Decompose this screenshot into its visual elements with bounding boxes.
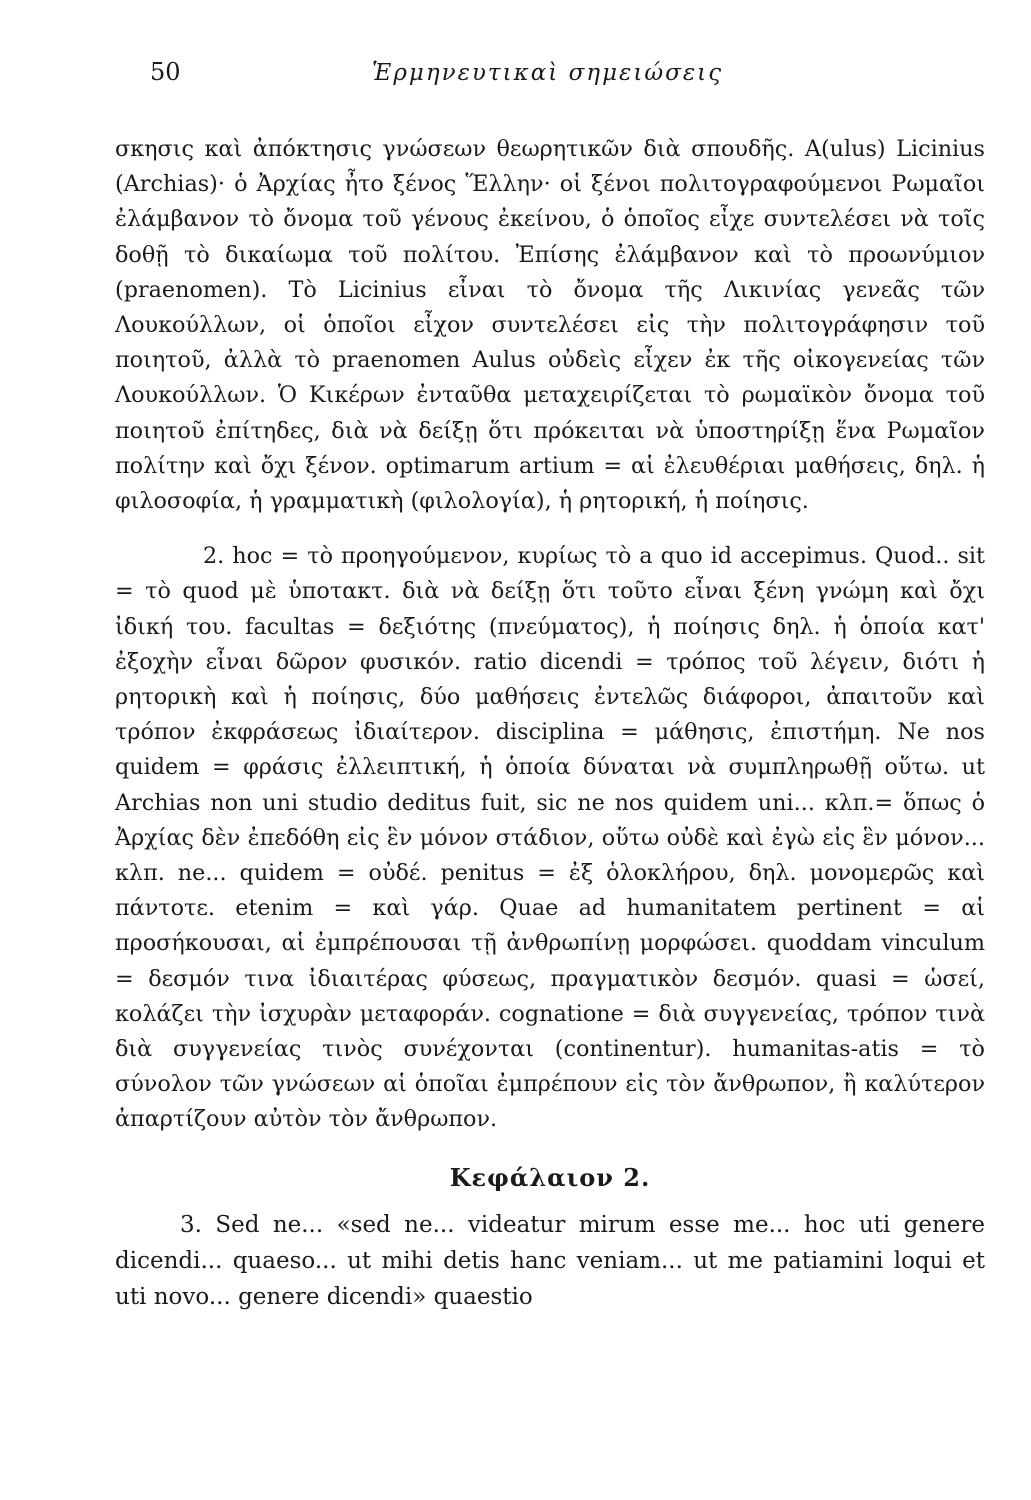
chapter-heading: Κεφάλαιον 2. [449, 1162, 651, 1192]
page-header [150, 58, 970, 98]
commentary-paragraph-2: 2. hoc = τὸ προηγούμενον, κυρίως τὸ a quo id accepimus. Quod.. sit = τὸ quod μὲ ὑποτακτ. διὰ νὰ δείξῃ ὅτι τοῦτο εἶναι ξένη γνώμη καὶ ὄχι ἰδική του. facultas = δεξιότης (πνεύματος), ἡ ποίησις δηλ. ἡ ὁποία κατ' ἐξοχὴν εἶναι δῶρον φυσικόν. ratio dicendi = τρόπος τοῦ λέγειν, διότι ἡ ρητορικὴ καὶ ἡ ποίησις, δύο μαθήσεις ἐντελῶς διάφοροι, ἀπαιτοῦν καὶ τρόπον ἐκφράσεως ἰδιαίτερον. disciplina = μάθησις, ἐπιστήμη. Ne nos quidem = φράσις ἐλλειπτική, ἡ ὁποία δύναται νὰ συμπληρωθῇ οὕτω. ut Archias non uni studio deditus fuit, sic ne nos quidem uni... κλπ.= ὅπως ὁ Ἀρχίας δὲν ἐπεδόθη εἰς ἓν μόνον στάδιον, οὕτω οὐδὲ καὶ ἐγὼ εἰς ἓν μόνον... κλπ. ne... quidem = οὐδέ. penitus = ἐξ ὁλοκλήρου, δηλ. μονομερῶς καὶ πάντοτε. etenim = καὶ γάρ. Quae ad humanitatem pertinent = αἱ προσήκουσαι, αἱ ἐμπρέπουσαι τῇ ἀνθρωπίνῃ μορφώσει. quoddam vinculum = δεσμόν τινα ἰδιαιτέρας φύσεως, πραγματικὸν δεσμόν. quasi = ὡσεί, κολάζει τὴν ἰσχυρὰν μεταφοράν. cognatione = διὰ συγγενείας, τρόπον τινὰ διὰ συγγενείας τινὸς συνέχονται (continentur). humanitas-atis = τὸ σύνολον τῶν γνώσεων αἱ ὁποῖαι ἐμπρέπουν εἰς τὸν ἄνθρωπον, ἢ καλύτερον ἀπαρτίζουν αὐτὸν τὸν ἄνθρωπον. [115, 543, 985, 1133]
commentary-paragraph-3: 3. Sed ne... «sed ne... videatur mirum esse me... hoc uti genere dicendi... quaeso... ut mihi detis hanc veniam... ut me patiamini loqui et uti novo... genere dicendi» quaestio [115, 1211, 985, 1310]
page-body [115, 132, 985, 1315]
page-number: 50 [150, 58, 181, 86]
commentary-paragraph-1: σκησις καὶ ἀπόκτησις γνώσεων θεωρητικῶν διὰ σπουδῆς. A(ulus) Licinius (Archias)· ὁ Ἀρχίας ἦτο ξένος Ἕλλην· οἱ ξένοι πολιτογραφούμενοι Ρωμαῖοι ἐλάμβανον τὸ ὄνομα τοῦ γένους ἐκείνου, ὁ ὁποῖος εἶχε συντελέσει νὰ τοῖς δοθῇ τὸ δικαίωμα τοῦ πολίτου. Ἐπίσης ἐλάμβανον καὶ τὸ προωνύμιον (praenomen). Τὸ Licinius εἶναι τὸ ὄνομα τῆς Λικινίας γενεᾶς τῶν Λουκούλλων, οἱ ὁποῖοι εἶχον συντελέσει εἰς τὴν πολιτογράφησιν τοῦ ποιητοῦ, ἀλλὰ τὸ praenomen Aulus οὐδεὶς εἶχεν ἐκ τῆς οἰκογενείας τῶν Λουκούλλων. Ὁ Κικέρων ἐνταῦθα μεταχειρίζεται τὸ ρωμαϊκὸν ὄνομα τοῦ ποιητοῦ ἐπίτηδες, διὰ νὰ δείξῃ ὅτι πρόκειται νὰ ὑποστηρίξῃ ἕνα Ρωμαῖον πολίτην καὶ ὄχι ξένον. optimarum artium = αἱ ἐλευθέριαι μαθήσεις, δηλ. ἡ φιλοσοφία, ἡ γραμματικὴ (φιλολογία), ἡ ρητορική, ἡ ποίησις. [115, 136, 985, 515]
running-head: Ἑρμηνευτικαὶ σημειώσεις [372, 60, 724, 86]
